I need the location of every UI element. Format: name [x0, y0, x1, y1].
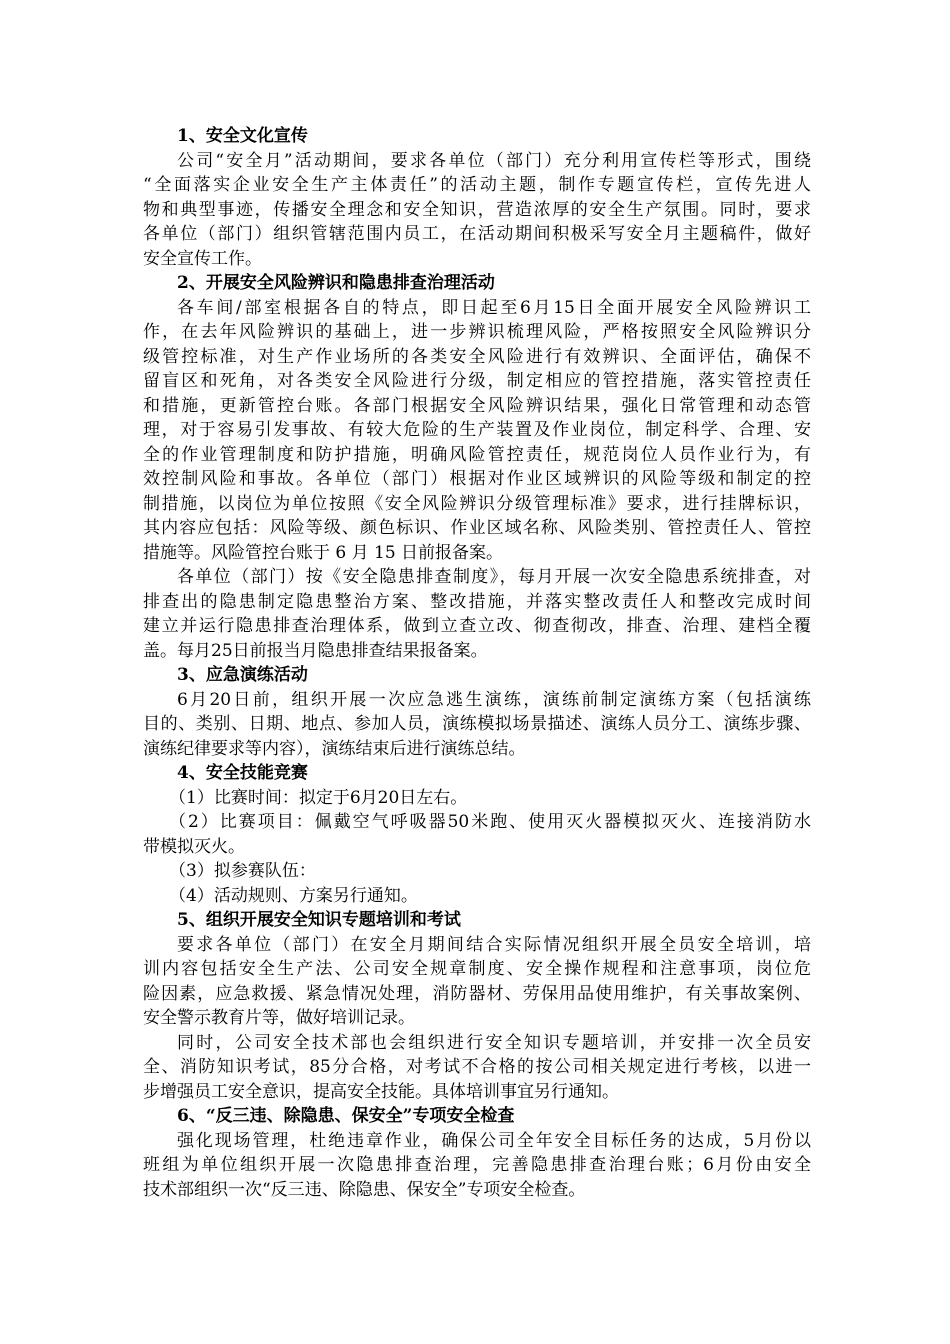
text-line: 建立并运行隐患排查治理体系，做到立查立改、彻查彻改，排查、治理、建档全覆	[143, 616, 811, 636]
text-line: 全、消防知识考试，85分合格，对考试不合格的按公司相关规定进行考核，以进一	[143, 1057, 811, 1077]
text-line: 6月20日前，组织开展一次应急逃生演练，演练前制定演练方案（包括演练	[177, 689, 811, 710]
text-line: 作，在去年风险辨识的基础上，进一步辨识梳理风险，严格按照安全风险辨识分	[143, 322, 811, 342]
section-heading: 1、安全文化宣传	[177, 126, 308, 146]
list-item: （1）比赛时间：拟定于6月20日左右。	[169, 787, 468, 808]
text-line: 训内容包括安全生产法、公司安全规章制度、安全操作规程和注意事项，岗位危	[143, 959, 811, 979]
text-line: 各车间/部室根据各自的特点，即日起至6月15日全面开展安全风险辨识工	[177, 297, 811, 318]
text-line: 班组为单位组织开展一次隐患排查治理，完善隐患排查治理台账；6月份由安全	[143, 1155, 811, 1175]
text-line: 各单位（部门）组织管辖范围内员工，在活动期间积极采写安全月主题稿件，做好	[143, 224, 811, 244]
text-line: 安全警示教育片等，做好培训记录。	[143, 1008, 415, 1028]
text-line: 理，对于容易引发事故、有较大危险的生产装置及作业岗位，制定科学、合理、安	[143, 420, 811, 440]
text-line: 盖。每月25日前报当月隐患排查结果报备案。	[143, 640, 488, 661]
text-line: 和措施，更新管控台账。各部门根据安全风险辨识结果，强化日常管理和动态管	[143, 395, 811, 416]
text-line: 强化现场管理，杜绝违章作业，确保公司全年安全目标任务的达成，5月份以	[177, 1130, 811, 1151]
section-heading: 6、“反三违、除隐患、保安全”专项安全检查	[177, 1106, 515, 1126]
text-line: 要求各单位（部门）在安全月期间结合实际情况组织开展全员安全培训，培	[177, 934, 811, 955]
text-line: 技术部组织一次“反三违、除隐患、保安全”专项安全检查。	[143, 1179, 586, 1200]
text-line: 级管控标准，对生产作业场所的各类安全风险进行有效辨识、全面评估，确保不	[143, 346, 811, 367]
text-line: 险因素，应急救援、紧急情况处理，消防器材、劳保用品使用维护，有关事故案例、	[143, 983, 811, 1004]
text-line: 物和典型事迹，传播安全理念和安全知识，营造浓厚的安全生产氛围。同时，要求	[143, 199, 811, 220]
section-heading: 4、安全技能竞赛	[177, 763, 308, 783]
list-item: （2）比赛项目：佩戴空气呼吸器50米跑、使用灭火器模拟灭火、连接消防水	[169, 812, 811, 832]
list-item: （3）拟参赛队伍：	[169, 861, 316, 881]
text-line: 效控制风险和事故。各单位（部门）根据对作业区域辨识的风险等级和制定的控	[143, 469, 811, 489]
text-line: 目的、类别、日期、地点、参加人员，演练模拟场景描述、演练人员分工、演练步骤、	[143, 714, 811, 734]
section-heading: 2、开展安全风险辨识和隐患排查治理活动	[177, 273, 495, 293]
list-item: （4）活动规则、方案另行通知。	[169, 885, 418, 906]
text-line: 公司“安全月”活动期间，要求各单位（部门）充分利用宣传栏等形式，围绕	[177, 150, 811, 171]
text-line: 全的作业管理制度和防护措施，明确风险管控责任，规范岗位人员作业行为，有	[143, 444, 811, 465]
text-line: 演练纪律要求等内容），演练结束后进行演练总结。	[143, 738, 526, 759]
text-line: 步增强员工安全意识，提高安全技能。具体培训事宜另行通知。	[143, 1081, 619, 1102]
text-line: 留盲区和死角，对各类安全风险进行分级，制定相应的管控措施，落实管控责任	[143, 371, 811, 391]
text-line: 制措施，以岗位为单位按照《安全风险辨识分级管理标准》要求，进行挂牌标识，	[143, 493, 811, 514]
text-line: 同时，公司安全技术部也会组织进行安全知识专题培训，并安排一次全员安	[177, 1032, 811, 1053]
list-item-continuation: 带模拟灭火。	[143, 836, 245, 857]
text-line: 安全宣传工作。	[143, 248, 262, 269]
section-heading: 5、组织开展安全知识专题培训和考试	[177, 910, 461, 930]
section-heading: 3、应急演练活动	[177, 665, 308, 685]
text-line: 各单位（部门）按《安全隐患排查制度》，每月开展一次安全隐患系统排查，对	[177, 567, 811, 587]
text-line: “全面落实企业安全生产主体责任”的活动主题，制作专题宣传栏，宣传先进人	[143, 175, 811, 195]
document-body	[143, 124, 811, 1202]
text-line: 措施等。风险管控台账于 6 月 15 日前报备案。	[143, 542, 504, 563]
text-line: 排查出的隐患制定隐患整治方案、整改措施，并落实整改责任人和整改完成时间	[143, 591, 811, 612]
text-line: 其内容应包括：风险等级、颜色标识、作业区域名称、风险类别、管控责任人、管控	[143, 518, 811, 538]
